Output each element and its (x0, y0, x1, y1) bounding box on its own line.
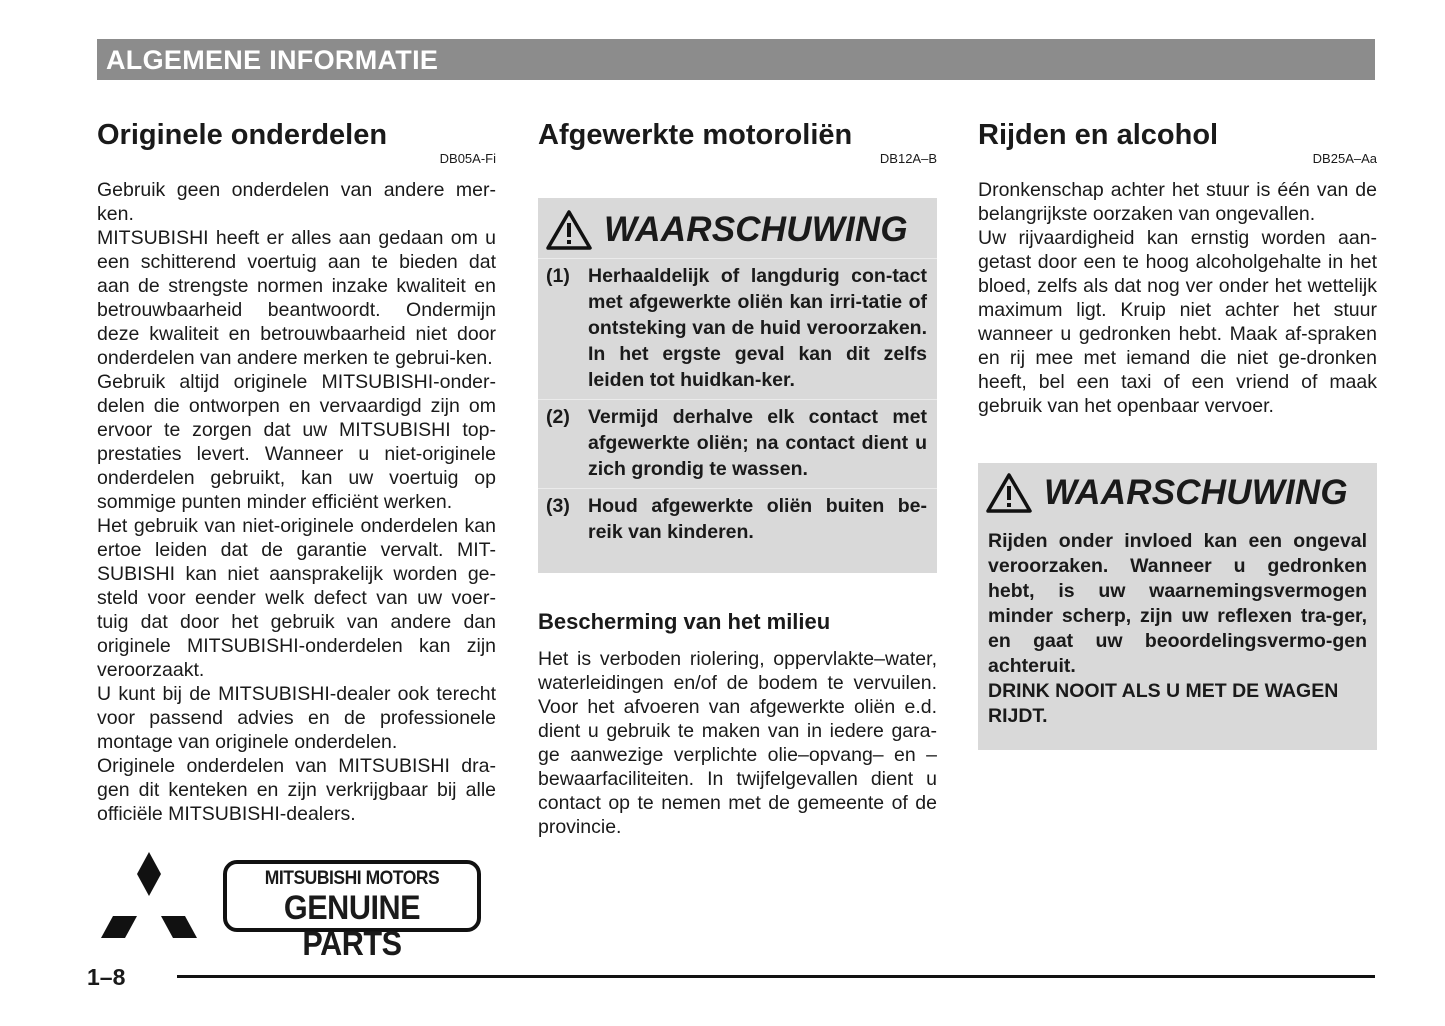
column-original-parts (97, 118, 496, 826)
paragraph: Dronkenschap achter het stuur is één van de belangrijkste oorzaken van ongevallen. (978, 179, 1377, 225)
warning-triangle-icon (986, 472, 1032, 514)
heading-used-motor-oil: Afgewerkte motoroliën (538, 119, 853, 151)
warning-box-alcohol (978, 463, 1377, 750)
genuine-parts-badge (223, 860, 481, 963)
doc-code: DB05A-Fi (439, 151, 496, 166)
warning-item (538, 399, 937, 488)
paragraph: Het gebruik van niet-originele onderdelen kan ertoe leiden dat de garantie vervalt. MIT-SUBISHI kan niet aansprakelijk worden ge-steld voor eender welk defect van uw voer-tuig dat door het gebruik van andere dan originele MITSUBISHI-onderdelen kan zijn veroorzaakt. (97, 515, 496, 681)
paragraph: U kunt bij de MITSUBISHI-dealer ook terecht voor passend advies en de professionele montage van originele onderdelen. (97, 683, 496, 753)
warning-body: Rijden onder invloed kan een ongeval veroorzaken. Wanneer u gedronken hebt, is uw waarnemingsvermogen minder scherp, zijn uw reflexen tra-ger, en gaat uw beoordelingsvermo-gen achteruit. (988, 530, 1367, 677)
column-used-motor-oil (538, 118, 937, 839)
paragraph: Gebruik geen onderdelen van andere mer-ken. (97, 179, 496, 225)
warning-header (538, 198, 937, 256)
warning-box-oil (538, 198, 937, 573)
heading-original-parts: Originele onderdelen (97, 119, 388, 151)
warning-item (538, 258, 937, 399)
paragraph: Gebruik altijd originele MITSUBISHI-onder-delen die ontworpen en vervaardigd zijn om ervoor te zorgen dat uw MITSUBISHI top-prestaties levert. Wanneer u niet-originele onderdelen gebruikt, kan uw voertuig op sommige punten minder efficiënt werken. (97, 371, 496, 513)
section-header-title: ALGEMENE INFORMATIE (106, 45, 439, 75)
warning-header (978, 463, 1377, 519)
genuine-parts-label: GENUINE PARTS (283, 889, 421, 963)
warning-item-text: Houd afgewerkte oliën buiten be-reik van kinderen. (588, 495, 927, 543)
warning-title: WAARSCHUWING (604, 210, 908, 249)
doc-code: DB12A–B (879, 151, 937, 166)
heading-environment: Bescherming van het milieu (538, 609, 831, 634)
warning-item-number: (2) (546, 406, 570, 428)
warning-title: WAARSCHUWING (1044, 473, 1348, 512)
warning-item-text: Vermijd derhalve elk contact met afgewerkte oliën; na contact dient u zich grondig te wassen. (588, 406, 927, 480)
heading-driving-alcohol: Rijden en alcohol (978, 119, 1219, 151)
warning-item-text: Herhaaldelijk of langdurig con-tact met afgewerkte oliën kan irri-tatie of ontsteking van de huid veroorzaken. In het ergste geval kan dit zelfs leiden tot huidkan-ker. (588, 265, 927, 391)
driving-alcohol-text (978, 178, 1377, 418)
paragraph: Originele onderdelen van MITSUBISHI dra-gen dit kenteken en zijn verkrijgbaar bij alle officiële MITSUBISHI-dealers. (97, 755, 496, 825)
footer-rule (177, 975, 1375, 978)
column-driving-alcohol (978, 118, 1377, 750)
genuine-parts-brand: MITSUBISHI MOTORS (264, 868, 440, 889)
original-parts-text (97, 178, 496, 826)
warning-item-number: (3) (546, 495, 570, 517)
environment-text (538, 647, 937, 839)
genuine-parts-logo-area (97, 852, 497, 963)
warning-item-number: (1) (546, 265, 570, 287)
doc-code: DB25A–Aa (1312, 151, 1377, 166)
section-header-bar (97, 39, 1375, 80)
paragraph: MITSUBISHI heeft er alles aan gedaan om u een schitterend voertuig aan te bieden dat aan de strengste normen inzake kwaliteit en betrouwbaarheid beantwoordt. Ondermijn deze kwaliteit en betrouwbaarheid niet door onderdelen van andere merken te gebrui-ken. (97, 227, 496, 369)
page-number: 1–8 (87, 964, 126, 990)
paragraph: Het is verboden riolering, oppervlakte–water, waterleidingen en/of de bodem te vervuilen. Voor het afvoeren van afgewerkte oliën e.d. dient u gebruik te maken van in iedere gara-ge aanwezige verplichte olie–opvang– en –bewaarfaciliteiten. In twijfelgevallen dient u contact op te nemen met de gemeente of de provincie. (538, 648, 937, 838)
paragraph: Uw rijvaardigheid kan ernstig worden aan-getast door een te hoog alcoholgehalte in het bloed, zelfs als dat nog ver onder het wettelijk maximum ligt. Kruip niet achter het stuur wanneer u gedronken hebt. Maak af-spraken en rij mee met iemand die niet ge-dronken heeft, bel een taxi of een vriend of maak gebruik van het openbaar vervoer. (978, 227, 1377, 417)
warning-emphasis: DRINK NOOIT ALS U MET DE WAGEN RIJDT. (988, 680, 1339, 727)
mitsubishi-three-diamond-logo (97, 852, 201, 940)
warning-text (978, 519, 1377, 751)
warning-triangle-icon (546, 209, 592, 251)
warning-item (538, 488, 937, 551)
